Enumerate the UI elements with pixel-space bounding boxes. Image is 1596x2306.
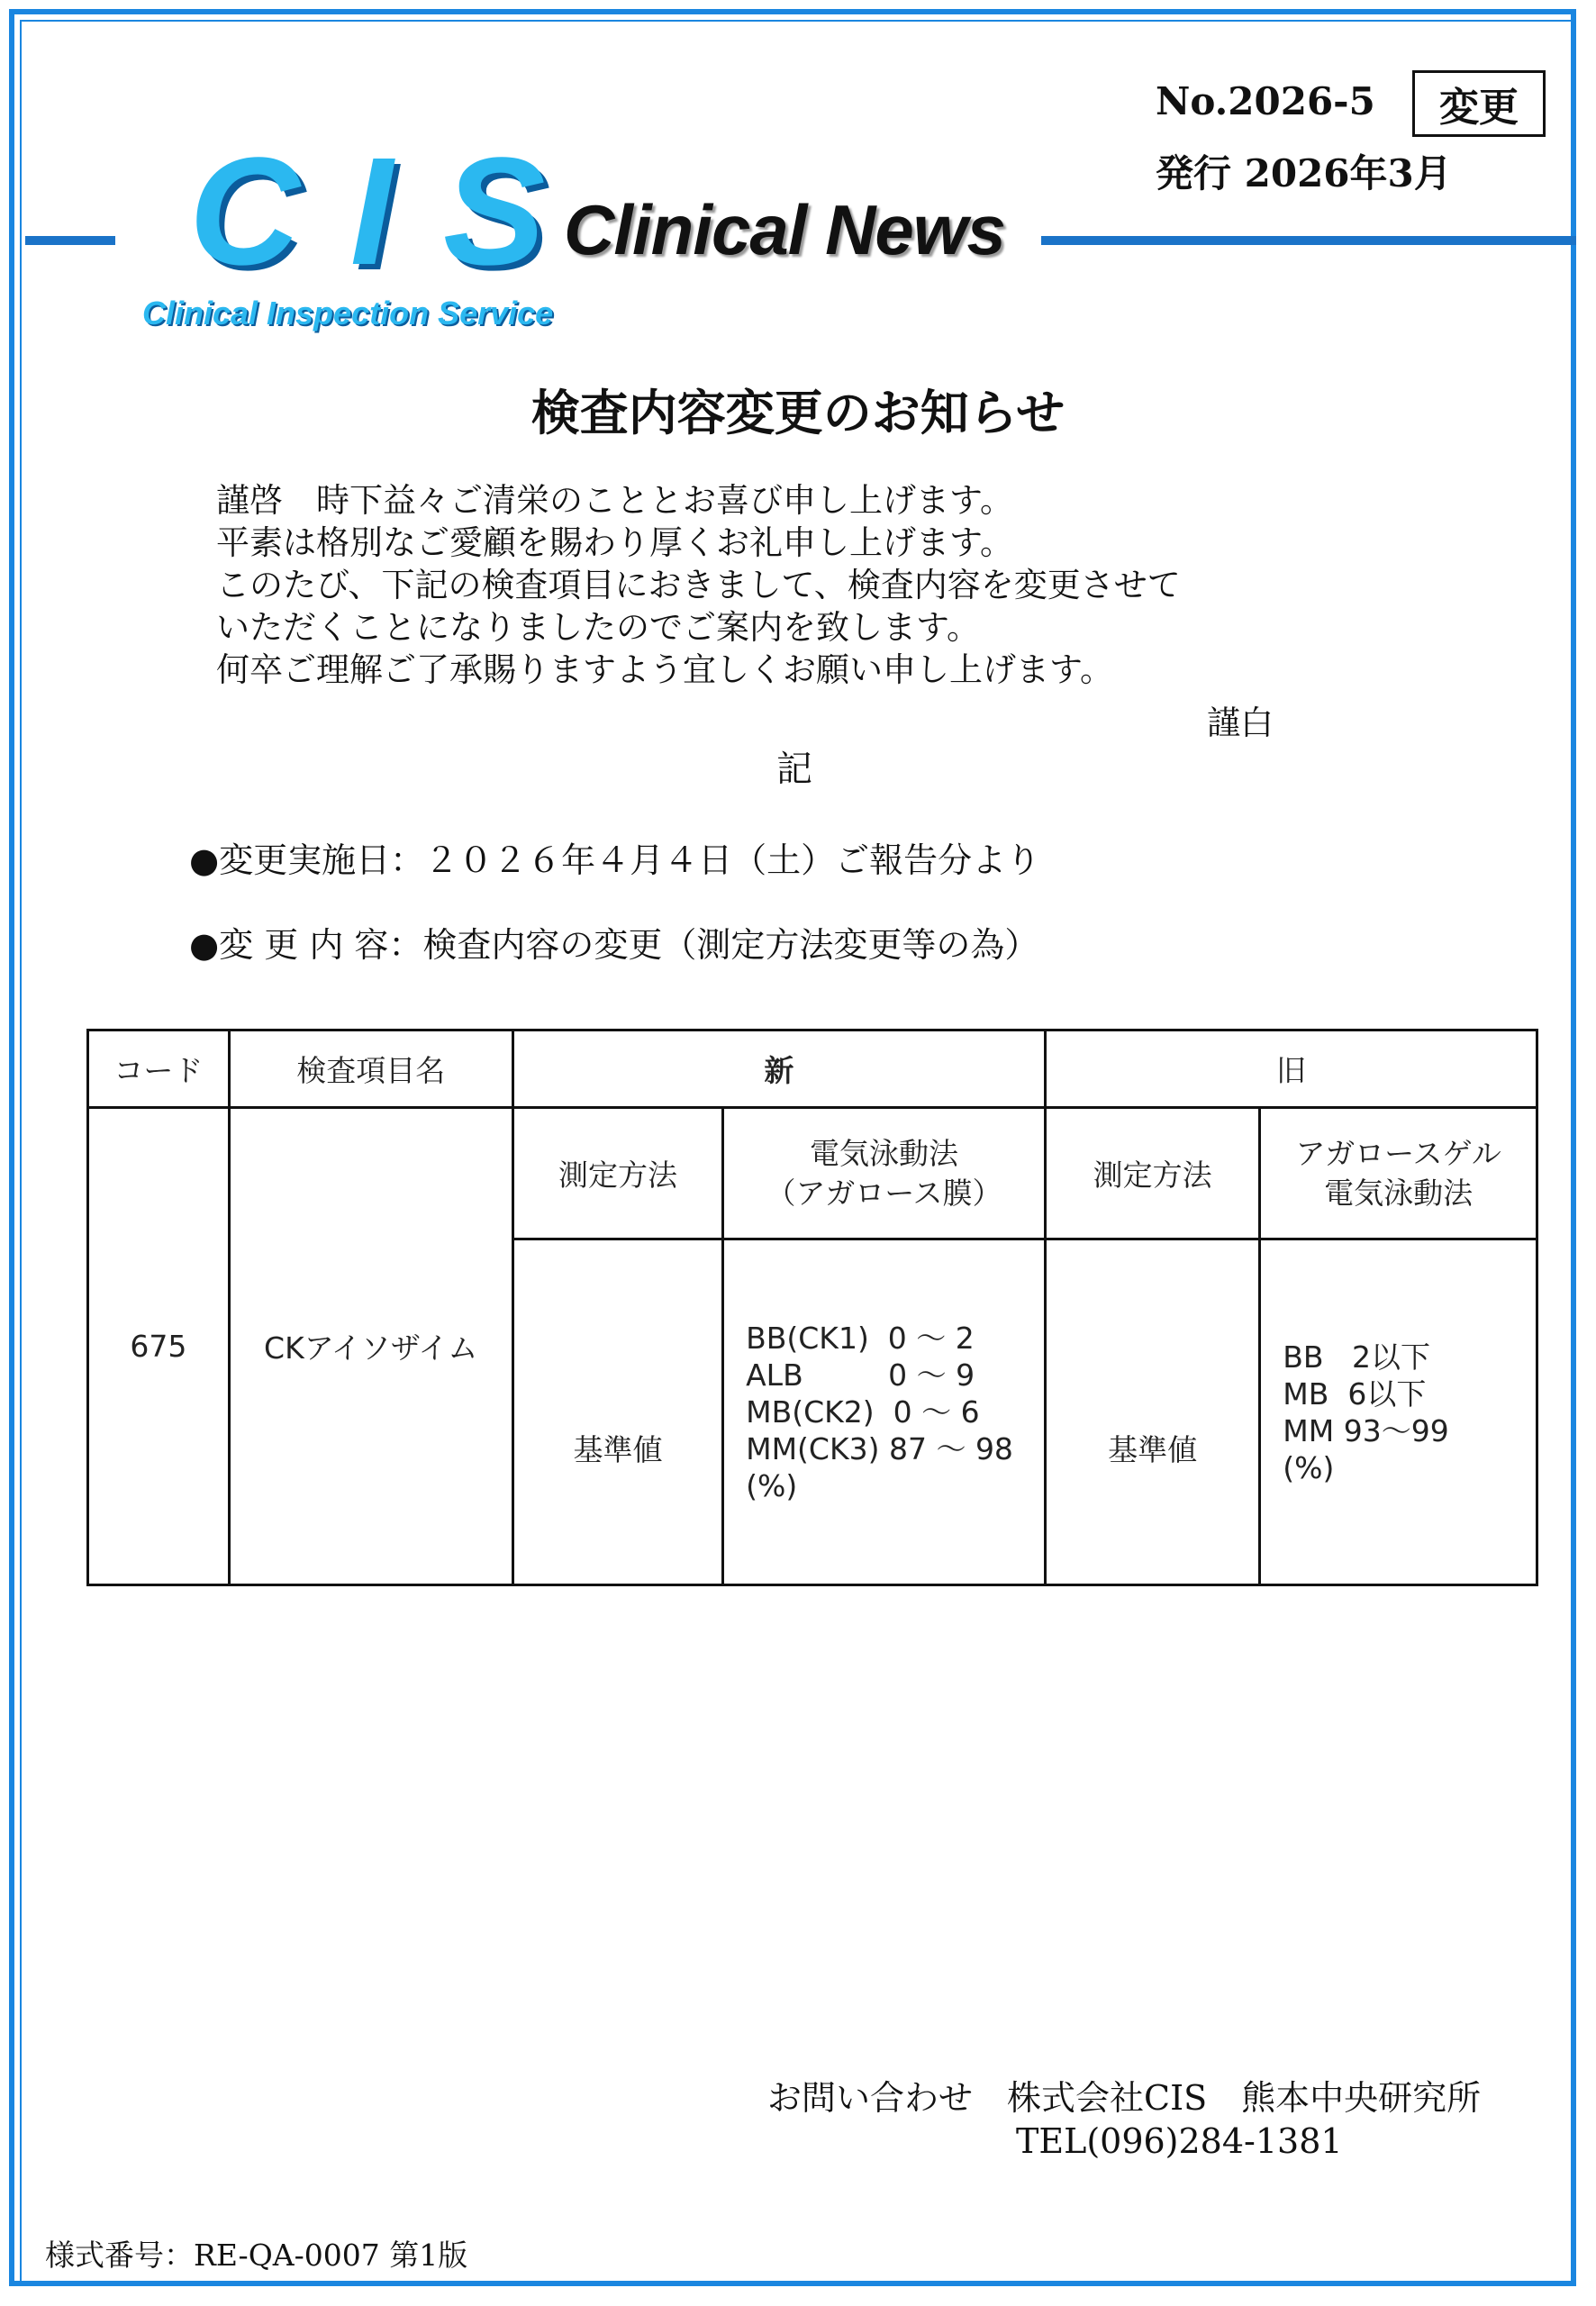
- new-ref-line: ALB 0 〜 9: [746, 1357, 975, 1393]
- header-item: 検査項目名: [229, 1030, 512, 1108]
- table-row-method: [88, 1108, 1537, 1239]
- new-ref-line: (%): [746, 1468, 798, 1503]
- cell-code: 675: [88, 1108, 230, 1585]
- greeting-body: [216, 479, 1181, 691]
- change-content: ●変 更 内 容：検査内容の変更（測定方法変更等の為）: [189, 925, 1039, 965]
- contact-line: お問い合わせ 株式会社CIS 熊本中央研究所: [767, 2078, 1482, 2118]
- body-line: 平素は格別なご愛顧を賜わり厚くお礼申し上げます。: [216, 523, 1014, 562]
- table-header-row: [88, 1030, 1537, 1108]
- closing-word: 謹白: [1207, 704, 1274, 742]
- body-line: 何卒ご理解ご了承賜りますよう宜しくお願い申し上げます。: [216, 650, 1114, 689]
- new-method-line: 電気泳動法: [810, 1135, 959, 1171]
- old-ref-line: MM 93〜99: [1283, 1412, 1449, 1448]
- header-old: 旧: [1045, 1030, 1537, 1108]
- cell-new-ref-label: 基準値: [512, 1239, 722, 1585]
- effective-date: ●変更実施日：２０２６年４月４日（土）ご報告分より: [189, 840, 1041, 880]
- body-line: 謹啓 時下益々ご清栄のこととお喜び申し上げます。: [216, 481, 1014, 520]
- cell-new-method-label: 測定方法: [512, 1108, 722, 1239]
- cell-item-name: CKアイソザイム: [229, 1108, 512, 1585]
- header-code: コード: [88, 1030, 230, 1108]
- ki-mark: 記: [776, 749, 812, 790]
- cell-old-method: [1260, 1108, 1537, 1239]
- cell-new-method: [723, 1108, 1046, 1239]
- change-badge: 変更: [1412, 70, 1546, 137]
- newsletter-title: Clinical News: [564, 190, 1005, 269]
- cis-logo: CIS: [189, 126, 596, 297]
- cell-old-ref-values: [1260, 1239, 1537, 1585]
- cell-new-ref-values: [723, 1239, 1046, 1585]
- contact-tel: TEL(096)284-1381: [1016, 2121, 1343, 2161]
- new-method-line: （アガロース膜）: [766, 1175, 1002, 1211]
- old-method-line: アガロースゲル: [1295, 1135, 1501, 1171]
- new-ref-line: MM(CK3) 87 〜 98: [746, 1431, 1013, 1466]
- new-ref-line: MB(CK2) 0 〜 6: [746, 1394, 980, 1430]
- cell-old-ref-label: 基準値: [1045, 1239, 1259, 1585]
- contact-info: [767, 2076, 1481, 2163]
- header-rule-right: [1041, 236, 1576, 245]
- cell-old-method-label: 測定方法: [1045, 1108, 1259, 1239]
- issue-date: 発行 2026年3月: [1156, 151, 1452, 195]
- old-ref-line: MB 6以下: [1283, 1375, 1427, 1412]
- body-line: いただくことになりましたのでご案内を致します。: [216, 608, 981, 647]
- header-rule-left: [25, 236, 115, 245]
- form-number: 様式番号：RE-QA-0007 第1版: [45, 2238, 468, 2273]
- new-ref-line: BB(CK1) 0 〜 2: [746, 1321, 975, 1356]
- old-ref-line: BB 2以下: [1283, 1339, 1431, 1375]
- logo-subtitle: Clinical Inspection Service: [142, 295, 554, 331]
- body-line: このたび、下記の検査項目におきまして、検査内容を変更させて: [216, 566, 1181, 604]
- old-ref-line: (%): [1283, 1449, 1335, 1485]
- document-number: No.2026-5: [1156, 79, 1375, 123]
- change-table: [86, 1029, 1538, 1586]
- old-method-line: 電気泳動法: [1324, 1175, 1474, 1211]
- header-new: 新: [512, 1030, 1045, 1108]
- page-title: 検査内容変更のお知らせ: [530, 384, 1066, 441]
